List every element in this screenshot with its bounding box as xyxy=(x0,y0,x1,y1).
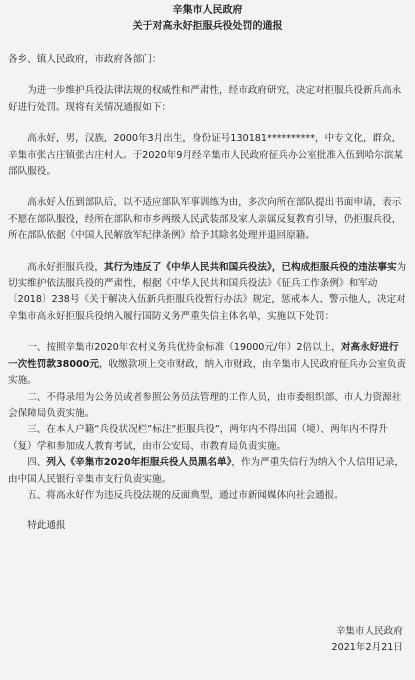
verdict-paragraph xyxy=(8,260,407,326)
penalty-item-2-text: 二、不得录用为公务员或者参照公务员法管理的工作人员，由市委组织部、市人力资源社会保障局负责实施。 xyxy=(8,391,402,419)
notice-title: 关于对高永好拒服兵役处罚的通报 xyxy=(132,21,283,32)
verdict-lead: 高永好拒服兵役， xyxy=(27,261,104,273)
penalty-item-4 xyxy=(8,455,407,488)
penalty-list xyxy=(8,340,407,504)
penalty-item-5 xyxy=(8,488,407,504)
issuing-org: 辛集市人民政府 xyxy=(172,5,243,16)
penalty-item-1 xyxy=(8,340,407,389)
penalty-item-4-bold: 列入《辛集市2020年拒服兵役人员黑名单》 xyxy=(46,457,232,469)
penalty-item-2 xyxy=(8,390,407,423)
penalty-item-3 xyxy=(8,422,407,455)
behavior-paragraph: 高永好入伍到部队后，以不适应部队军事训练为由，多次向所在部队提出书面申请，表示不愿在部队服役，经所在部队和市乡两级人民武装部及家人亲属反复教育引导，仍拒服兵役，所在部队依据《中国人民解放军纪律条例》给予其除名处理并退回原籍。 xyxy=(8,197,402,242)
penalty-item-4-post: ，作为严重失信行为纳入个人信用记录，由中国人民银行辛集市支行负责实施。 xyxy=(8,457,405,485)
person-paragraph: 高永好，男，汉族，2000年3月出生，身份证号130181**********，中专文化，群众，辛集市张古庄镇张古庄村人。于2020年9月经辛集市人民政府征兵办公室批准入伍到哈尔滨某部队服役。 xyxy=(8,133,404,178)
penalty-item-4-pre: 四、 xyxy=(27,457,47,469)
signature-block xyxy=(331,624,403,656)
verdict-bold: 其行为违反了《中华人民共和国兵役法》，已构成拒服兵役的违法事实 xyxy=(103,261,397,273)
penalty-item-1-pre: 一、按照辛集市2020年农村义务兵优待金标准（19000元/年）2倍以上， xyxy=(27,342,341,354)
signature-date: 2021年2月21日 xyxy=(331,642,403,653)
intro-paragraph: 为进一步维护兵役法律法规的权威性和严肃性，经市政府研究，决定对拒服兵役新兵高永好进行处罚。现将有关情况通报如下： xyxy=(8,85,402,113)
penalty-item-1-bold: 对高永好进行一次性罚款38000元 xyxy=(8,342,399,370)
penalty-item-3-text: 三、在本人户籍“兵役状况栏”标注“拒服兵役”，两年内不得出国（境）、两年内不得升（复）学和参加成人教育考试，由市公安局、市教育局负责实施。 xyxy=(8,424,388,452)
closing-line: 特此通报 xyxy=(27,520,66,532)
penalty-item-1-post: ，收缴款项上交市财政，纳入市财政，由辛集市人民政府征兵办公室负责实施。 xyxy=(8,358,406,387)
penalty-item-5-text: 五、将高永好作为违反兵役法规的反面典型，通过市新闻媒体向社会通报。 xyxy=(27,489,344,501)
verdict-text: 为切实维护依法服兵役的严肃性，根据《中华人民共和国兵役法》《征兵工作条例》和军动〔2018〕238号《关于解决入伍新兵拒服兵役暂行办法》规定，惩戒本人、警示他人，决定对辛集市高永好拒服兵役纳入履行国防义务严重失信主体名单，实施以下处罚： xyxy=(8,261,407,322)
signature-org: 辛集市人民政府 xyxy=(335,626,403,637)
salutation: 各乡、镇人民政府，市政府各部门： xyxy=(8,54,162,65)
